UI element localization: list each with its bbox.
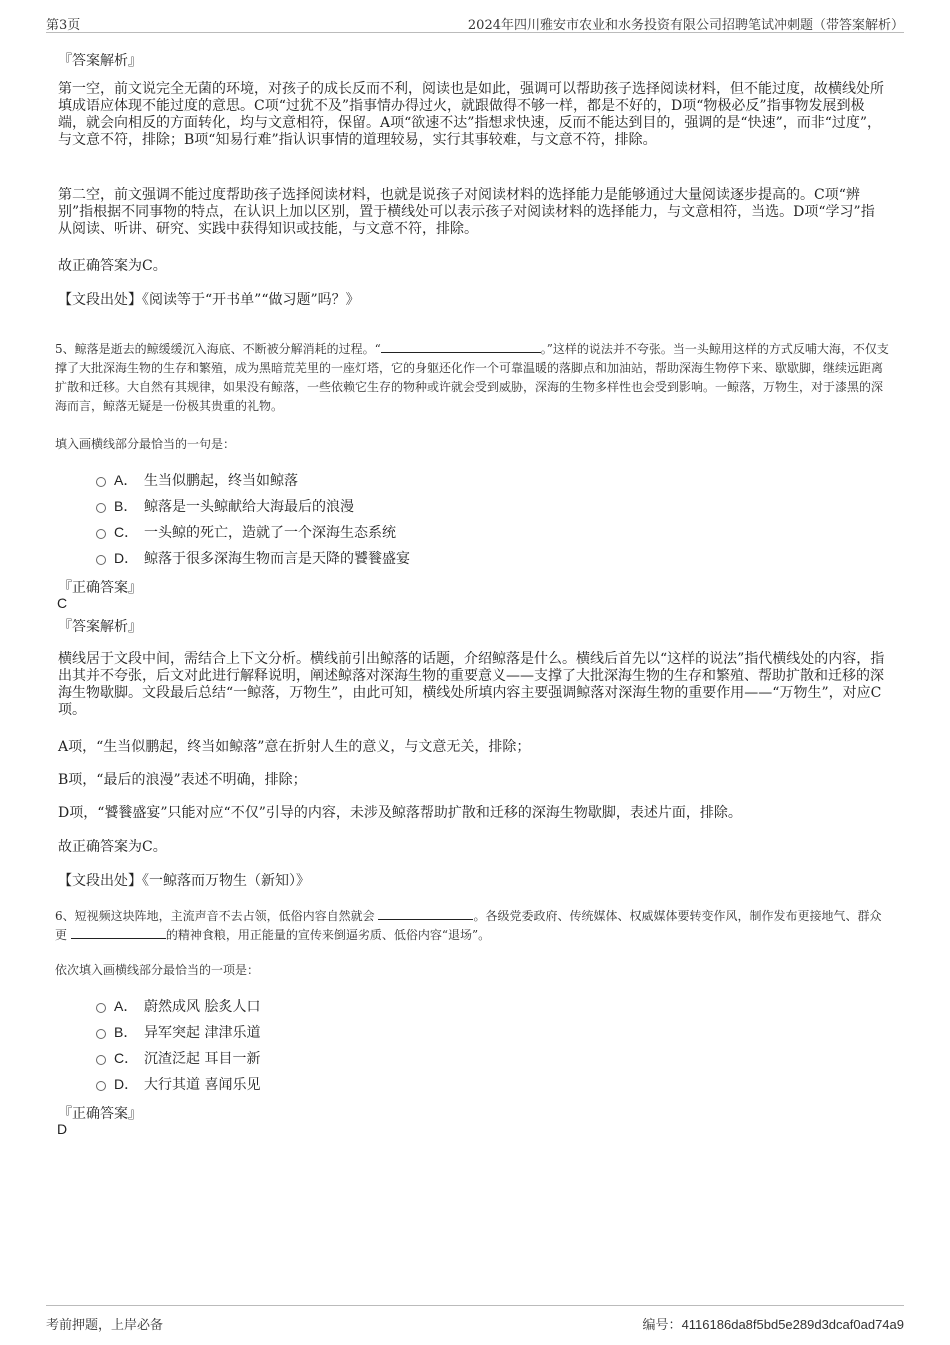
source-citation: 【文段出处】《一鲸落而万物生（新知）》 — [58, 873, 310, 889]
fill-blank — [71, 926, 166, 939]
footer-note: 考前押题，上岸必备 — [46, 1318, 164, 1333]
option-letter: D． — [114, 550, 139, 566]
option-text: 蔚然成风 脍炙人口 — [144, 999, 261, 1015]
correct-answer: C — [57, 595, 68, 611]
radio-icon[interactable] — [96, 529, 106, 539]
analysis-label: 『答案解析』 — [58, 619, 142, 635]
option-b[interactable] — [96, 496, 354, 516]
radio-icon[interactable] — [96, 1081, 106, 1091]
document-code — [643, 1314, 904, 1333]
question-prompt: 填入画横线部分最恰当的一句是： — [55, 437, 236, 451]
question-text-part: 。各级党委政府、传统媒体、权威媒体要转变作风，制作发布更接地气、群众更 — [55, 909, 882, 942]
radio-icon[interactable] — [96, 1055, 106, 1065]
option-letter: B． — [114, 498, 138, 514]
option-text: 生当似鹏起，终当如鲸落 — [144, 473, 298, 489]
question-5-text — [55, 340, 890, 416]
option-text: 异军突起 津津乐道 — [144, 1025, 261, 1041]
option-d[interactable] — [96, 548, 410, 568]
option-letter: B． — [114, 1024, 138, 1040]
option-letter: A． — [114, 998, 138, 1014]
option-a[interactable] — [96, 470, 298, 490]
source-citation: 【文段出处】《阅读等于“开书单”“做习题”吗？》 — [58, 292, 360, 308]
question-prompt: 依次填入画横线部分最恰当的一项是： — [55, 963, 260, 977]
option-a[interactable] — [96, 996, 260, 1016]
question-text-part: 。”这样的说法并不夸张。当一头鲸用这样的方式反哺大海，不仅支撑了大批深海生物的生存和繁殖，成为黑暗荒芜里的一座灯塔，它的身躯还化作一个可靠温暖的落脚点和加油站，帮助深海生物停下来、歇歇脚，继续远距离扩散和迁移。大自然有其规律，如果没有鲸落，一些依赖它生存的物种或许就会受到威胁，深海的生物多样性也会受到影响。一鲸落，万物生，对于漆黑的深海而言，鲸落无疑是一份极其贵重的礼物。 — [55, 342, 889, 413]
correct-answer-label: 『正确答案』 — [58, 1106, 142, 1122]
option-letter: A． — [114, 472, 138, 488]
option-d[interactable] — [96, 1074, 260, 1094]
analysis-paragraph: 横线居于文段中间，需结合上下文分析。横线前引出鲸落的话题，介绍鲸落是什么。横线后首先以“这样的说法”指代横线处的内容，指出其并不夸张，后文对此进行解释说明，阐述鲸落对深海生物的重要意义——支撑了大批深海生物的生存和繁殖、帮助扩散和迁移的深海生物歇脚。文段最后总结“一鲸落，万物生”，由此可知，横线处所填内容主要强调鲸落对深海生物的重要作用——“万物生”，对应C项。 — [58, 651, 885, 718]
fill-blank — [378, 907, 473, 920]
correct-answer-label: 『正确答案』 — [58, 580, 142, 596]
option-text: 一头鲸的死亡，造就了一个深海生态系统 — [144, 525, 396, 541]
code-label: 编号： — [642, 1318, 682, 1333]
radio-icon[interactable] — [96, 477, 106, 487]
question-text-part: 5、鲸落是逝去的鲸缓缓沉入海底、不断被分解消耗的过程。“ — [55, 342, 381, 356]
option-text: 鲸落于很多深海生物而言是天降的饕餮盛宴 — [144, 551, 410, 567]
option-letter: C． — [114, 1050, 139, 1066]
document-title: 2024年四川雅安市农业和水务投资有限公司招聘笔试冲刺题（带答案解析） — [467, 18, 904, 33]
option-text: 鲸落是一头鲸献给大海最后的浪漫 — [144, 499, 354, 515]
option-b[interactable] — [96, 1022, 260, 1042]
option-c[interactable] — [96, 1048, 260, 1068]
analysis-paragraph: 第二空，前文强调不能过度帮助孩子选择阅读材料，也就是说孩子对阅读材料的选择能力是能够通过大量阅读逐步提高的。C项“辨别”指根据不同事物的特点，在认识上加以区别，置于横线处可以表示孩子对阅读材料的选择能力，与文意相符，当选。D项“学习”指从阅读、听讲、研究、实践中获得知识或技能，与文意不符，排除。 — [58, 187, 875, 237]
option-text: 沉渣泛起 耳目一新 — [144, 1051, 261, 1067]
radio-icon[interactable] — [96, 555, 106, 565]
page-number: 第3页 — [46, 18, 81, 33]
question-text-part: 的精神食粮，用正能量的宣传来倒逼劣质、低俗内容“退场”。 — [165, 928, 491, 942]
analysis-label: 『答案解析』 — [58, 53, 142, 69]
code-value: 4116186da8f5bd5e289d3dcaf0ad74a9 — [681, 1317, 904, 1332]
radio-icon[interactable] — [96, 1003, 106, 1013]
page-footer — [46, 1305, 904, 1334]
analysis-paragraph: D项，“饕餮盛宴”只能对应“不仅”引导的内容，未涉及鲸落帮助扩散和迁移的深海生物歇脚，表述片面，排除。 — [58, 805, 742, 821]
analysis-paragraph: B项，“最后的浪漫”表述不明确，排除； — [58, 772, 307, 788]
analysis-paragraph: A项，“生当似鹏起，终当如鲸落”意在折射人生的意义，与文意无关，排除； — [58, 739, 531, 755]
conclusion: 故正确答案为C。 — [58, 839, 167, 855]
conclusion: 故正确答案为C。 — [58, 258, 167, 274]
option-c[interactable] — [96, 522, 396, 542]
page-header — [46, 10, 904, 33]
fill-blank — [381, 340, 541, 353]
analysis-paragraph: 第一空，前文说完全无菌的环境，对孩子的成长反而不利，阅读也是如此，强调可以帮助孩子选择阅读材料，但不能过度，故横线处所填成语应体现不能过度的意思。C项“过犹不及”指事情办得过火，就跟做得不够一样，都是不好的，D项“物极必反”指事物发展到极端，就会向相反的方面转化，均与文意相符，保留。A项“欲速不达”指想求快速，反而不能达到目的，强调的是“快速”，而非“过度”，与文意不符，排除；B项“知易行难”指认识事情的道理较易，实行其事较难，与文意不符，排除。 — [58, 81, 884, 148]
radio-icon[interactable] — [96, 503, 106, 513]
option-letter: C． — [114, 524, 139, 540]
option-letter: D． — [114, 1076, 139, 1092]
option-text: 大行其道 喜闻乐见 — [144, 1077, 261, 1093]
radio-icon[interactable] — [96, 1029, 106, 1039]
correct-answer: D — [57, 1121, 68, 1137]
question-6-text — [55, 907, 890, 945]
question-text-part: 6、短视频这块阵地，主流声音不去占领，低俗内容自然就会 — [55, 909, 375, 923]
